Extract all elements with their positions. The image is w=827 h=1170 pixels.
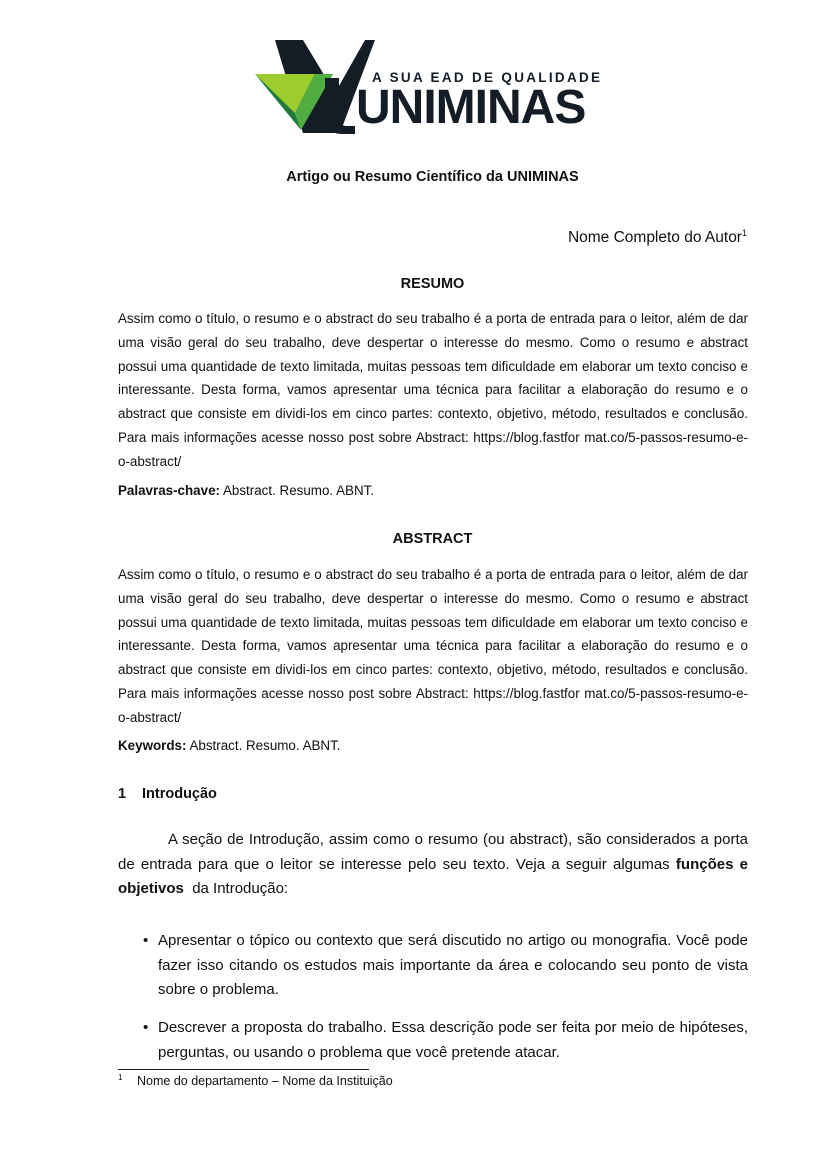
document-title: Artigo ou Resumo Científico da UNIMINAS bbox=[286, 169, 579, 185]
resumo-heading: RESUMO bbox=[400, 276, 465, 292]
intro-bold-phrase: funções e objetivos bbox=[118, 855, 749, 897]
intro-paragraph: A seção de Introdução, assim como o resumo (ou abstract), são considerados a porta de entrada para que o leitor se interesse pelo seu texto. Veja a seguir algumas funções e objetivos da Introdução: bbox=[118, 831, 749, 897]
footnote bbox=[118, 1073, 393, 1088]
keywords-label: Keywords: bbox=[118, 738, 187, 753]
abstract-text: Assim como o título, o resumo e o abstract do seu trabalho é a porta de entrada para o leitor, além de dar uma visão geral do seu trabalho, deve despertar o interesse do mesmo. Como o resumo e abstract possui uma quantidade de texto limitada, muitas pessoas tem dificuldade em elaborar um texto conciso e interessante. Desta forma, vamos apresentar uma técnica para facilitar a elaboração do resumo e o abstract que consiste em dividi-los em cinco partes: contexto, objetivo, método, resultados e conclusão. Para mais informações acesse nosso post sobre Abstract: https://blog.fastfor mat.co/5-passos-resumo-e-o-abstract/ bbox=[118, 567, 748, 725]
resumo-keywords bbox=[118, 483, 374, 498]
abstract-heading: ABSTRACT bbox=[392, 531, 473, 547]
keywords-label: Palavras-chave: bbox=[118, 483, 220, 498]
logo-brand-text: UNIMINAS bbox=[356, 81, 586, 134]
bullet-mark: • bbox=[143, 1019, 149, 1036]
list-item: Apresentar o tópico ou contexto que será discutido no artigo ou monografia. Você pode fazer isso citando os estudos mais importante da área e colocando seu ponto de vista sobre o problema. bbox=[158, 932, 748, 998]
abstract-keywords bbox=[118, 738, 341, 753]
keywords-value: Abstract. Resumo. ABNT. bbox=[186, 738, 341, 753]
author-name: Nome Completo do Autor bbox=[567, 229, 742, 246]
section-heading bbox=[118, 786, 217, 802]
author-footnote-ref: 1 bbox=[741, 227, 747, 238]
list-item: Descrever a proposta do trabalho. Essa descrição pode ser feita por meio de hipóteses, perguntas, ou usando o problema que você pretende atacar. bbox=[158, 1019, 748, 1061]
footnote-number: 1 bbox=[118, 1073, 123, 1082]
logo-tagline: A SUA EAD DE QUALIDADE bbox=[372, 70, 603, 85]
keywords-value: Abstract. Resumo. ABNT. bbox=[220, 483, 375, 498]
bullet-mark: • bbox=[143, 932, 149, 949]
section-title: Introdução bbox=[142, 786, 217, 802]
footnote-text: Nome do departamento – Nome da Instituição bbox=[137, 1074, 393, 1089]
footnote-divider bbox=[118, 1069, 369, 1070]
section-number: 1 bbox=[118, 786, 127, 802]
author-line bbox=[568, 229, 747, 247]
resumo-text: Assim como o título, o resumo e o abstract do seu trabalho é a porta de entrada para o leitor, além de dar uma visão geral do seu trabalho, deve despertar o interesse do mesmo. Como o resumo e abstract possui uma quantidade de texto limitada, muitas pessoas tem dificuldade em elaborar um texto conciso e interessante. Desta forma, vamos apresentar uma técnica para facilitar a elaboração do resumo e o abstract que consiste em dividi-los em cinco partes: contexto, objetivo, método, resultados e conclusão. Para mais informações acesse nosso post sobre Abstract: https://blog.fastfor mat.co/5-passos-resumo-e-o-abstract/ bbox=[118, 311, 748, 469]
